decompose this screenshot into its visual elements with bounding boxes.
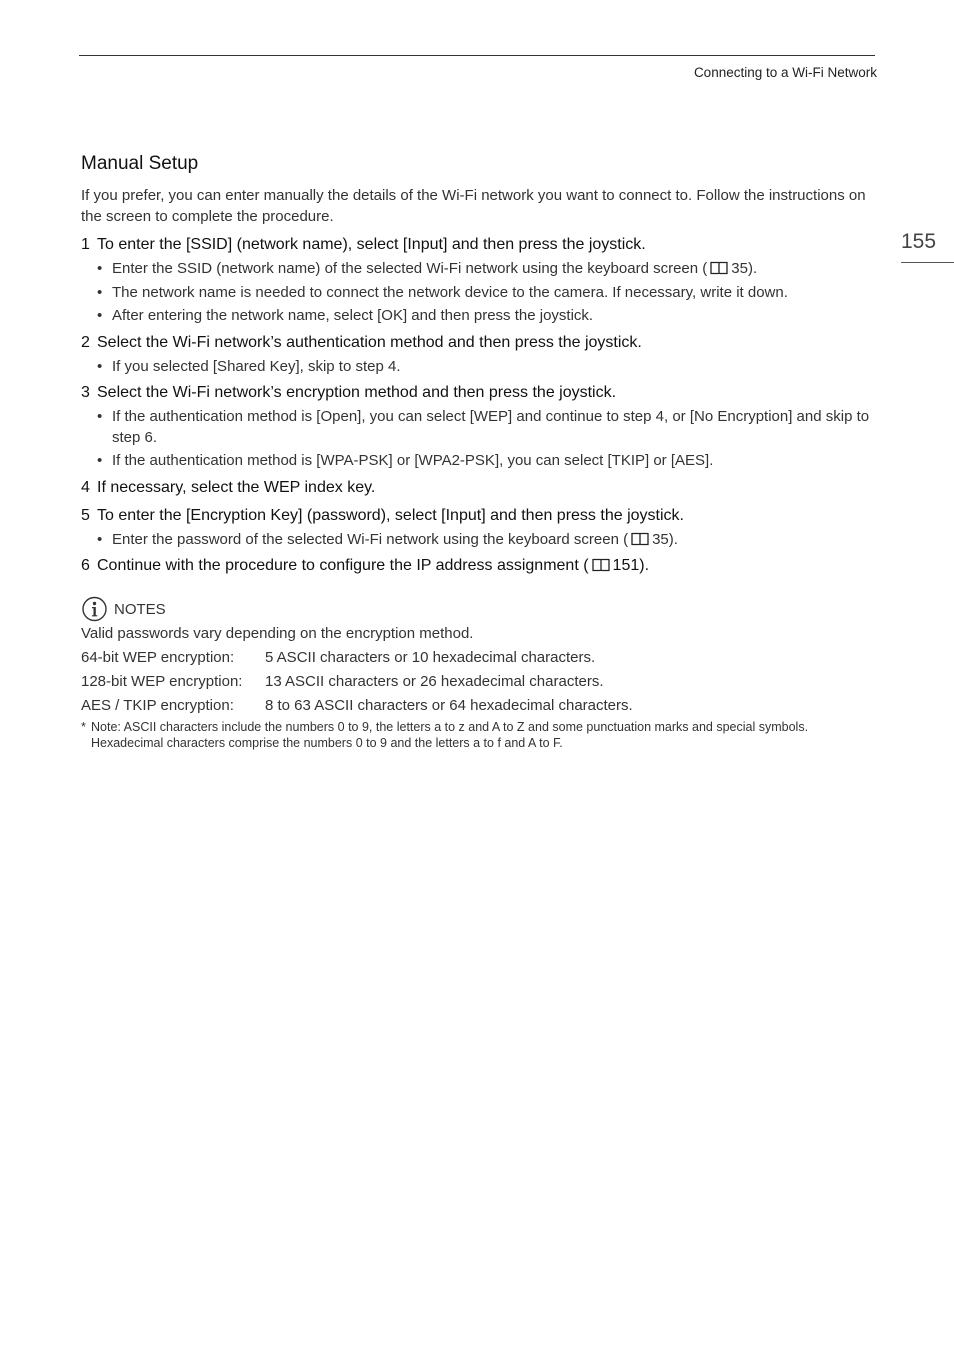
step-heading xyxy=(81,380,876,405)
step-2 xyxy=(81,330,876,378)
bullet-item: • If the authentication method is [WPA-PSK] or [WPA2-PSK], you can select [TKIP] or [AES]. xyxy=(97,452,714,469)
encryption-label: 64-bit WEP encryption: xyxy=(81,649,235,666)
running-head: Connecting to a Wi-Fi Network xyxy=(693,65,877,80)
step-1 xyxy=(81,232,876,327)
encryption-label: 128-bit WEP encryption: xyxy=(81,673,243,690)
encryption-row xyxy=(81,646,876,670)
footnote-text: Note: ASCII characters include the numbers 0 to 9, the letters a to z and A to Z and some punctuation marks and special symbols. Hexadecimal characters comprise the numbers 0 to 9 and the letters a to f and A to F. xyxy=(91,720,809,750)
page-number-rule xyxy=(901,262,954,263)
section-intro: If you prefer, you can enter manually the details of the Wi-Fi network you want to connect to. Follow the instructions on the screen to complete the procedure. xyxy=(81,187,866,225)
page-reference[interactable]: 35 xyxy=(731,260,748,277)
encryption-value: 5 ASCII characters or 10 hexadecimal characters. xyxy=(265,649,596,666)
step-bullets xyxy=(81,530,876,551)
page-reference[interactable]: 151 xyxy=(612,557,640,574)
encryption-value: 13 ASCII characters or 26 hexadecimal characters. xyxy=(265,673,604,690)
bullet-item: • After entering the network name, select [OK] and then press the joystick. xyxy=(97,307,594,324)
step-text: Select the Wi-Fi network’s encryption method and then press the joystick. xyxy=(97,384,617,401)
encryption-row xyxy=(81,670,876,694)
encryption-value: 8 to 63 ASCII characters or 64 hexadecimal characters. xyxy=(265,697,633,714)
bullet-item: • If you selected [Shared Key], skip to step 4. xyxy=(97,357,401,375)
step-bullets xyxy=(81,259,876,327)
step-heading xyxy=(81,232,876,257)
notes-heading xyxy=(81,596,876,622)
step-number: 6 xyxy=(81,557,90,574)
step-number: 4 xyxy=(81,478,90,496)
main-content xyxy=(81,152,876,751)
step-bullets xyxy=(81,407,876,472)
step-text: Continue with the procedure to configure the IP address assignment ( 151). xyxy=(97,557,650,574)
notes-intro: Valid passwords vary depending on the encryption method. xyxy=(81,625,474,642)
page-number: 155 xyxy=(901,230,937,253)
step-number: 3 xyxy=(81,384,90,401)
step-heading xyxy=(81,330,876,355)
step-number: 5 xyxy=(81,506,90,524)
step-heading xyxy=(81,553,876,578)
step-3 xyxy=(81,380,876,472)
step-5 xyxy=(81,503,876,551)
footnote xyxy=(81,719,876,751)
step-heading xyxy=(81,475,876,500)
bullet-item: • The network name is needed to connect the network device to the camera. If necessary, write it down. xyxy=(97,283,788,301)
step-6 xyxy=(81,553,876,578)
page-reference[interactable]: 35 xyxy=(652,530,669,548)
encryption-row xyxy=(81,694,876,718)
step-heading xyxy=(81,503,876,528)
book-reference-icon xyxy=(591,555,611,569)
bullet-item: • Enter the SSID (network name) of the selected Wi-Fi network using the keyboard screen ( 35). xyxy=(97,260,758,277)
step-text: To enter the [Encryption Key] (password), select [Input] and then press the joystick. xyxy=(97,506,684,524)
info-icon xyxy=(81,596,108,622)
step-number: 1 xyxy=(81,236,90,253)
notes-section xyxy=(81,596,876,751)
notes-label: NOTES xyxy=(114,600,166,618)
footnote-mark: * xyxy=(81,720,86,734)
step-number: 2 xyxy=(81,333,90,351)
step-bullets xyxy=(81,357,876,378)
bullet-item: • If the authentication method is [Open], you can select [WEP] and continue to step 4, or [No Encryption] and skip to step 6. xyxy=(97,408,870,446)
section-title: Manual Setup xyxy=(81,153,199,174)
step-text: Select the Wi-Fi network’s authentication method and then press the joystick. xyxy=(97,333,642,351)
step-text: To enter the [SSID] (network name), select [Input] and then press the joystick. xyxy=(97,236,646,253)
book-reference-icon xyxy=(709,261,729,275)
step-4 xyxy=(81,475,876,500)
bullet-item: • Enter the password of the selected Wi-Fi network using the keyboard screen ( 35). xyxy=(97,530,678,548)
encryption-label: AES / TKIP encryption: xyxy=(81,697,234,714)
header-rule xyxy=(79,55,875,56)
book-reference-icon xyxy=(630,532,650,546)
step-text: If necessary, select the WEP index key. xyxy=(97,478,376,496)
